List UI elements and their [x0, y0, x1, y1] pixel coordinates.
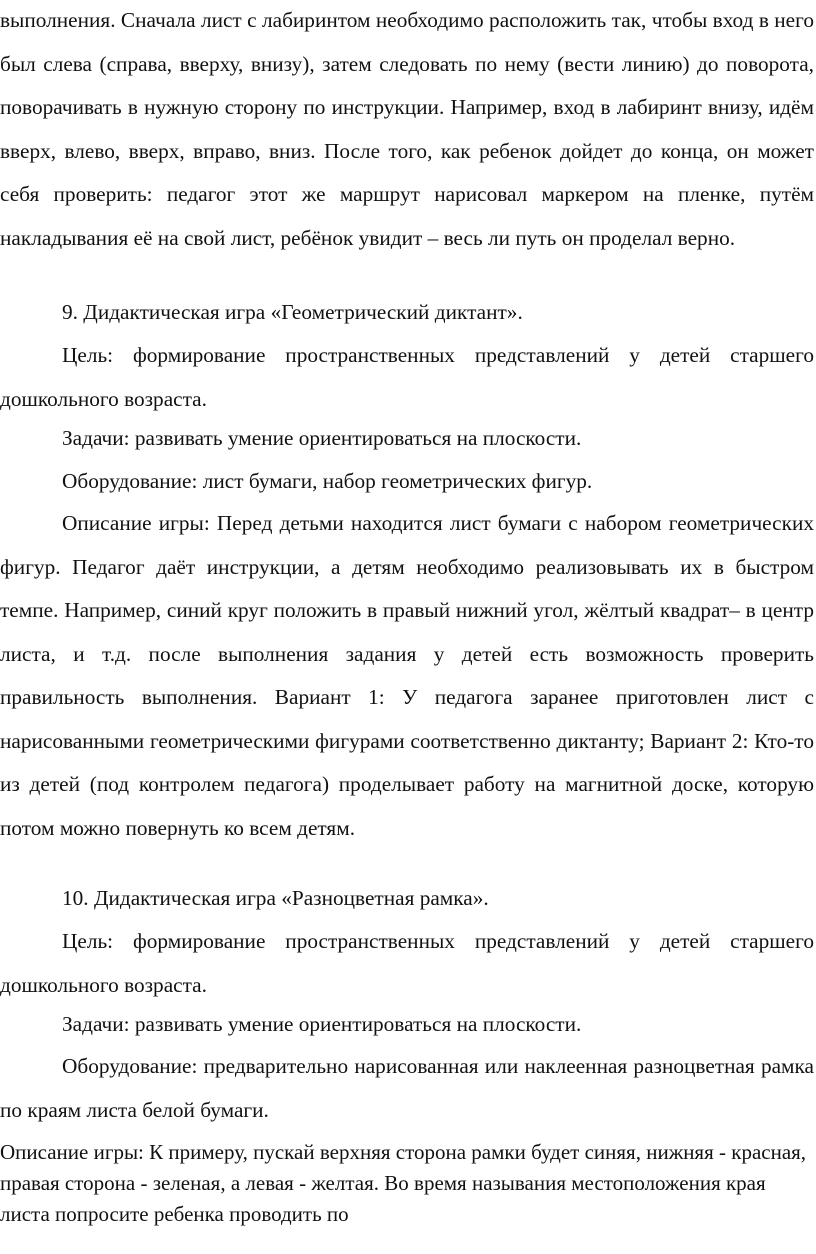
paragraph-description-9: Описание игры: Перед детьми находится лист бумаги с набором геометрических фигур. Педагог даёт инструкции, а детям необходимо реализовывать их в быстром темпе. Например, синий круг положить в правый нижний угол, жёлтый квадрат– в центр листа, и т.д. после выполнения задания у детей есть возможность проверить правильность выполнения. Вариант 1: У педагога заранее приготовлен лист с нарисованными геометрическими фигурами соответственно диктанту; Вариант 2: Кто-то из детей (под контролем педагога) проделывает работу на магнитной доске, которую потом можно повернуть ко всем детям.	[0, 511, 814, 840]
paragraph-maze-instructions: выполнения. Сначала лист с лабиринтом необходимо расположить так, чтобы вход в него был слева (справа, вверху, внизу), затем следовать по нему (вести линию) до поворота, поворачивать в нужную сторону по инструкции. Например, вход в лабиринт внизу, идём вверх, влево, вверх, вправо, вниз. После того, как ребенок дойдет до конца, он может себя проверить: педагог этот же маршрут нарисовал маркером на пленке, путём накладывания её на свой лист, ребёнок увидит – весь ли путь он проделал верно.	[0, 8, 814, 250]
heading-game-10: 10. Дидактическая игра «Разноцветная рамка».	[62, 886, 489, 910]
paragraph-goal-9: Цель: формирование пространственных представлений у детей старшего дошкольного возраста.	[0, 343, 814, 411]
paragraph-goal-10: Цель: формирование пространственных представлений у детей старшего дошкольного возраста.	[0, 929, 814, 997]
paragraph-tasks-9: Задачи: развивать умение ориентироваться на плоскости.	[62, 426, 582, 450]
paragraph-tasks-10: Задачи: развивать умение ориентироваться на плоскости.	[62, 1012, 582, 1036]
paragraph-description-10: Описание игры: К примеру, пускай верхняя сторона рамки будет синяя, нижняя - красная, правая сторона - зеленая, а левая - желтая. Во время называния местоположения края листа попросите ребенка проводить по	[0, 1140, 807, 1226]
paragraph-equipment-9: Оборудование: лист бумаги, набор геометрических фигур.	[62, 469, 593, 493]
heading-game-9: 9. Дидактическая игра «Геометрический диктант».	[62, 300, 523, 324]
paragraph-equipment-10: Оборудование: предварительно нарисованная или наклеенная разноцветная рамка по краям листа белой бумаги.	[0, 1054, 814, 1122]
